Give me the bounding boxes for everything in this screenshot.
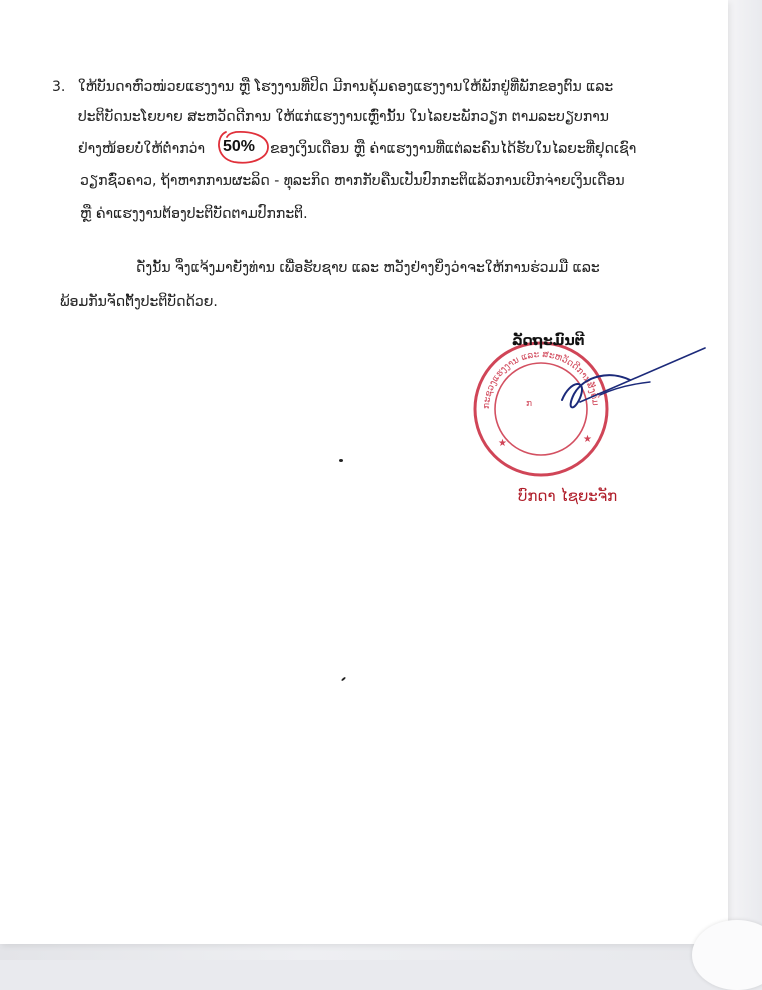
signature-title: ລັດຖະມົນຕີ [512, 333, 585, 349]
signatory-name: ບົກດາ ໄຊຍະຈັກ [518, 487, 618, 505]
highlight-percentage: 50% [223, 138, 256, 155]
item-line-3a: ຢ່າງໜ້ອຍບໍ່ໃຫ້ຕ່ຳກວ່າ [78, 141, 205, 157]
svg-text:★: ★ [583, 434, 592, 445]
svg-text:★: ★ [498, 438, 507, 449]
speck [339, 459, 343, 462]
handwritten-signature [540, 340, 710, 430]
page-edge-strip [728, 0, 762, 960]
closing-line-2: ພ້ອມກັນຈັດຕັ້ງປະຕິບັດດ້ວຍ. [60, 294, 218, 310]
seal-ring-text: ກະຊວງແຮງງານ ແລະ ສະຫວັດດີການສັງຄົມ [481, 349, 600, 410]
item-line-1: ໃຫ້ບັນດາຫົວໜ່ວຍແຮງງານ ຫຼື ໂຮງງານທີ່ປິດ ມີການຄຸ້ມຄອງແຮງງານໃຫ້ພັກຢູ່ທີ່ພັກຂອງຕົນ ແລະ [78, 79, 614, 95]
item-number: 3. [52, 79, 66, 95]
item-line-4: ວຽກຊົ່ວຄາວ, ຖ້າຫາກການຜະລິດ - ທຸລະກິດ ຫາກກັບຄືນເປັນປົກກະຕິແລ້ວການເບີກຈ່າຍເງິນເດືອນ [80, 173, 625, 189]
speck [341, 677, 346, 682]
item-line-3b: ຂອງເງິນເດືອນ ຫຼື ຄ່າແຮງງານທີ່ແຕ່ລະຄົນໄດ້ຮັບໃນໄລຍະທີ່ຢຸດເຊົາ [270, 141, 637, 157]
svg-text:ກ: ກ [526, 399, 533, 409]
item-line-2: ປະຕິບັດນະໂຍບາຍ ສະຫວັດດີການ ໃຫ້ແກ່ແຮງງານເຫຼົ່ານັ້ນ ໃນໄລຍະພັກວຽກ ຕາມລະບຽບການ [78, 109, 610, 125]
item-line-5: ຫຼື ຄ່າແຮງງານຕ້ອງປະຕິບັດຕາມປົກກະຕິ. [80, 206, 308, 222]
closing-line-1: ດັ່ງນັ້ນ ຈຶ່ງແຈ້ງມາຍັງທ່ານ ເພື່ອຮັບຊາບ ແລະ ຫວັງຢ່າງຍິ່ງວ່າຈະໃຫ້ການຮ່ວມມື ແລະ [136, 260, 600, 276]
